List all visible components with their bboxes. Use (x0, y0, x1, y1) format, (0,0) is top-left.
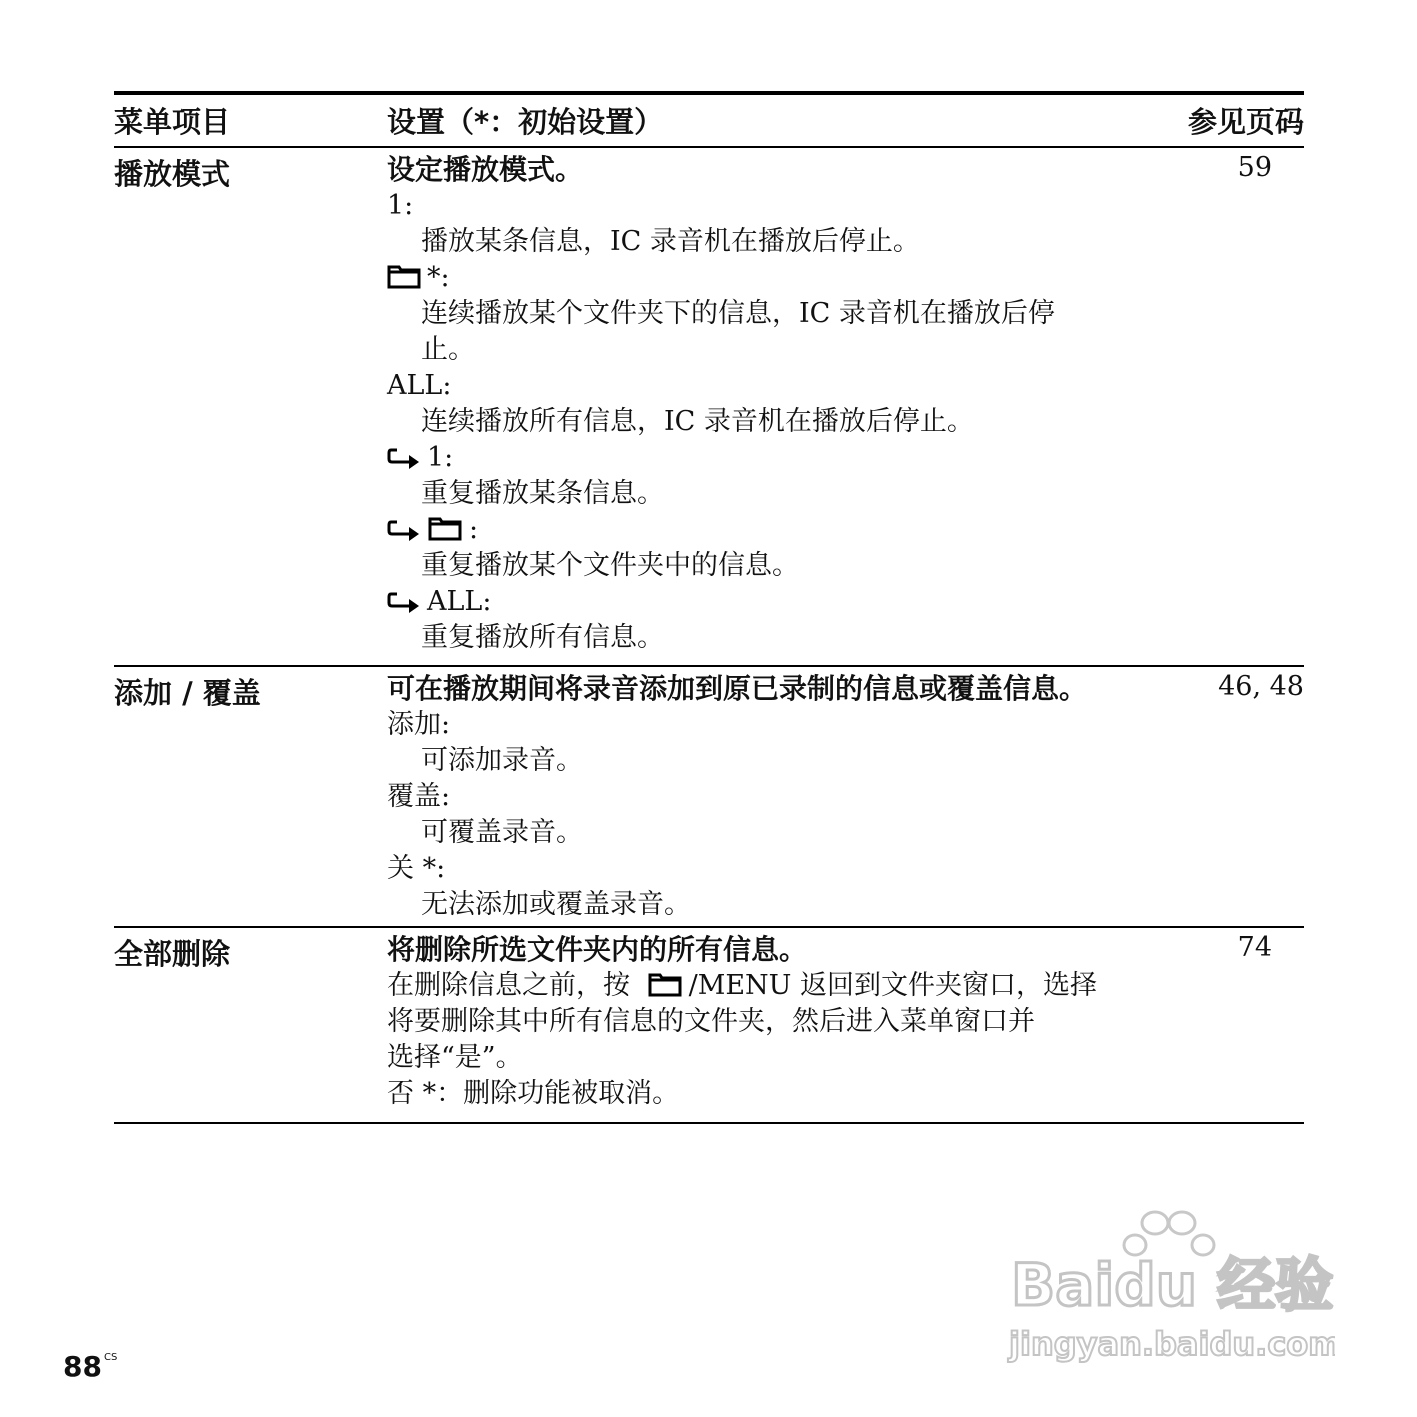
watermark-graphic (1005, 1205, 1335, 1365)
row-page-ref: 59 (1237, 152, 1272, 183)
folder-icon (427, 515, 463, 541)
option-label: 关 *: (387, 853, 446, 884)
table-row-add-overwrite (114, 665, 1304, 926)
row-title: 将删除所选文件夹内的所有信息。 (387, 933, 808, 966)
row-title: 设定播放模式。 (387, 153, 584, 186)
row-page-ref: 46, 48 (1218, 671, 1304, 702)
row-page-ref: 74 (1237, 932, 1272, 963)
folder-icon (647, 971, 683, 997)
row-item-label: 播放模式 (114, 157, 231, 191)
table-row-play-mode (114, 146, 1304, 665)
page-number: 88 $^{CS}$ (63, 1350, 118, 1383)
option-desc: 可添加录音。 (421, 745, 583, 776)
option-label: *: (387, 260, 1187, 296)
row-item-label: 添加 / 覆盖 (114, 676, 261, 710)
option-desc: 止。 (421, 334, 475, 365)
row-item-label: 全部删除 (114, 937, 231, 971)
instruction-line: 否 *：删除功能被取消。 (387, 1078, 680, 1109)
option-label: : (387, 512, 1187, 548)
row-title: 可在播放期间将录音添加到原已录制的信息或覆盖信息。 (387, 672, 1088, 705)
instruction-line: 选择“是”。 (387, 1042, 523, 1073)
row-settings (387, 671, 1187, 923)
header-settings: 设置（*：初始设置） (387, 105, 664, 139)
option-label: ALL: (387, 584, 1187, 620)
watermark-brand: Baidu 经验 (1011, 1251, 1334, 1319)
menu-settings-table (114, 91, 1304, 1124)
baidu-jingyan-watermark (1005, 1205, 1335, 1369)
option-desc: 无法添加或覆盖录音。 (421, 889, 691, 920)
repeat-icon (387, 591, 421, 613)
option-desc: 播放某条信息，IC 录音机在播放后停止。 (421, 226, 920, 257)
option-label: 1: (387, 440, 1187, 476)
repeat-icon (387, 519, 421, 541)
table-header (114, 95, 1304, 146)
row-settings (387, 932, 1187, 1112)
option-label: 覆盖: (387, 781, 451, 812)
instruction-line: 在删除信息之前，按 /MENU 返回到文件夹窗口，选择 (387, 970, 1098, 1001)
option-label: 添加: (387, 709, 451, 740)
option-desc: 连续播放某个文件夹下的信息，IC 录音机在播放后停 (421, 298, 1055, 329)
header-menu-item: 菜单项目 (114, 105, 231, 139)
instruction-line: 将要删除其中所有信息的文件夹，然后进入菜单窗口并 (387, 1006, 1035, 1037)
option-label: ALL: (387, 370, 452, 401)
option-desc: 连续播放所有信息，IC 录音机在播放后停止。 (421, 406, 974, 437)
folder-icon (387, 263, 421, 289)
option-desc: 重复播放所有信息。 (421, 622, 664, 653)
option-desc: 可覆盖录音。 (421, 817, 583, 848)
repeat-icon (387, 447, 421, 469)
row-settings (387, 152, 1187, 656)
option-desc: 重复播放某个文件夹中的信息。 (421, 550, 799, 581)
option-label: 1: (387, 190, 414, 221)
page-suffix: CS (103, 1352, 118, 1363)
header-page-ref: 参见页码 (1187, 105, 1304, 139)
option-desc: 重复播放某条信息。 (421, 478, 664, 509)
table-row-delete-all (114, 926, 1304, 1124)
watermark-url: jingyan.baidu.com (1009, 1325, 1335, 1363)
